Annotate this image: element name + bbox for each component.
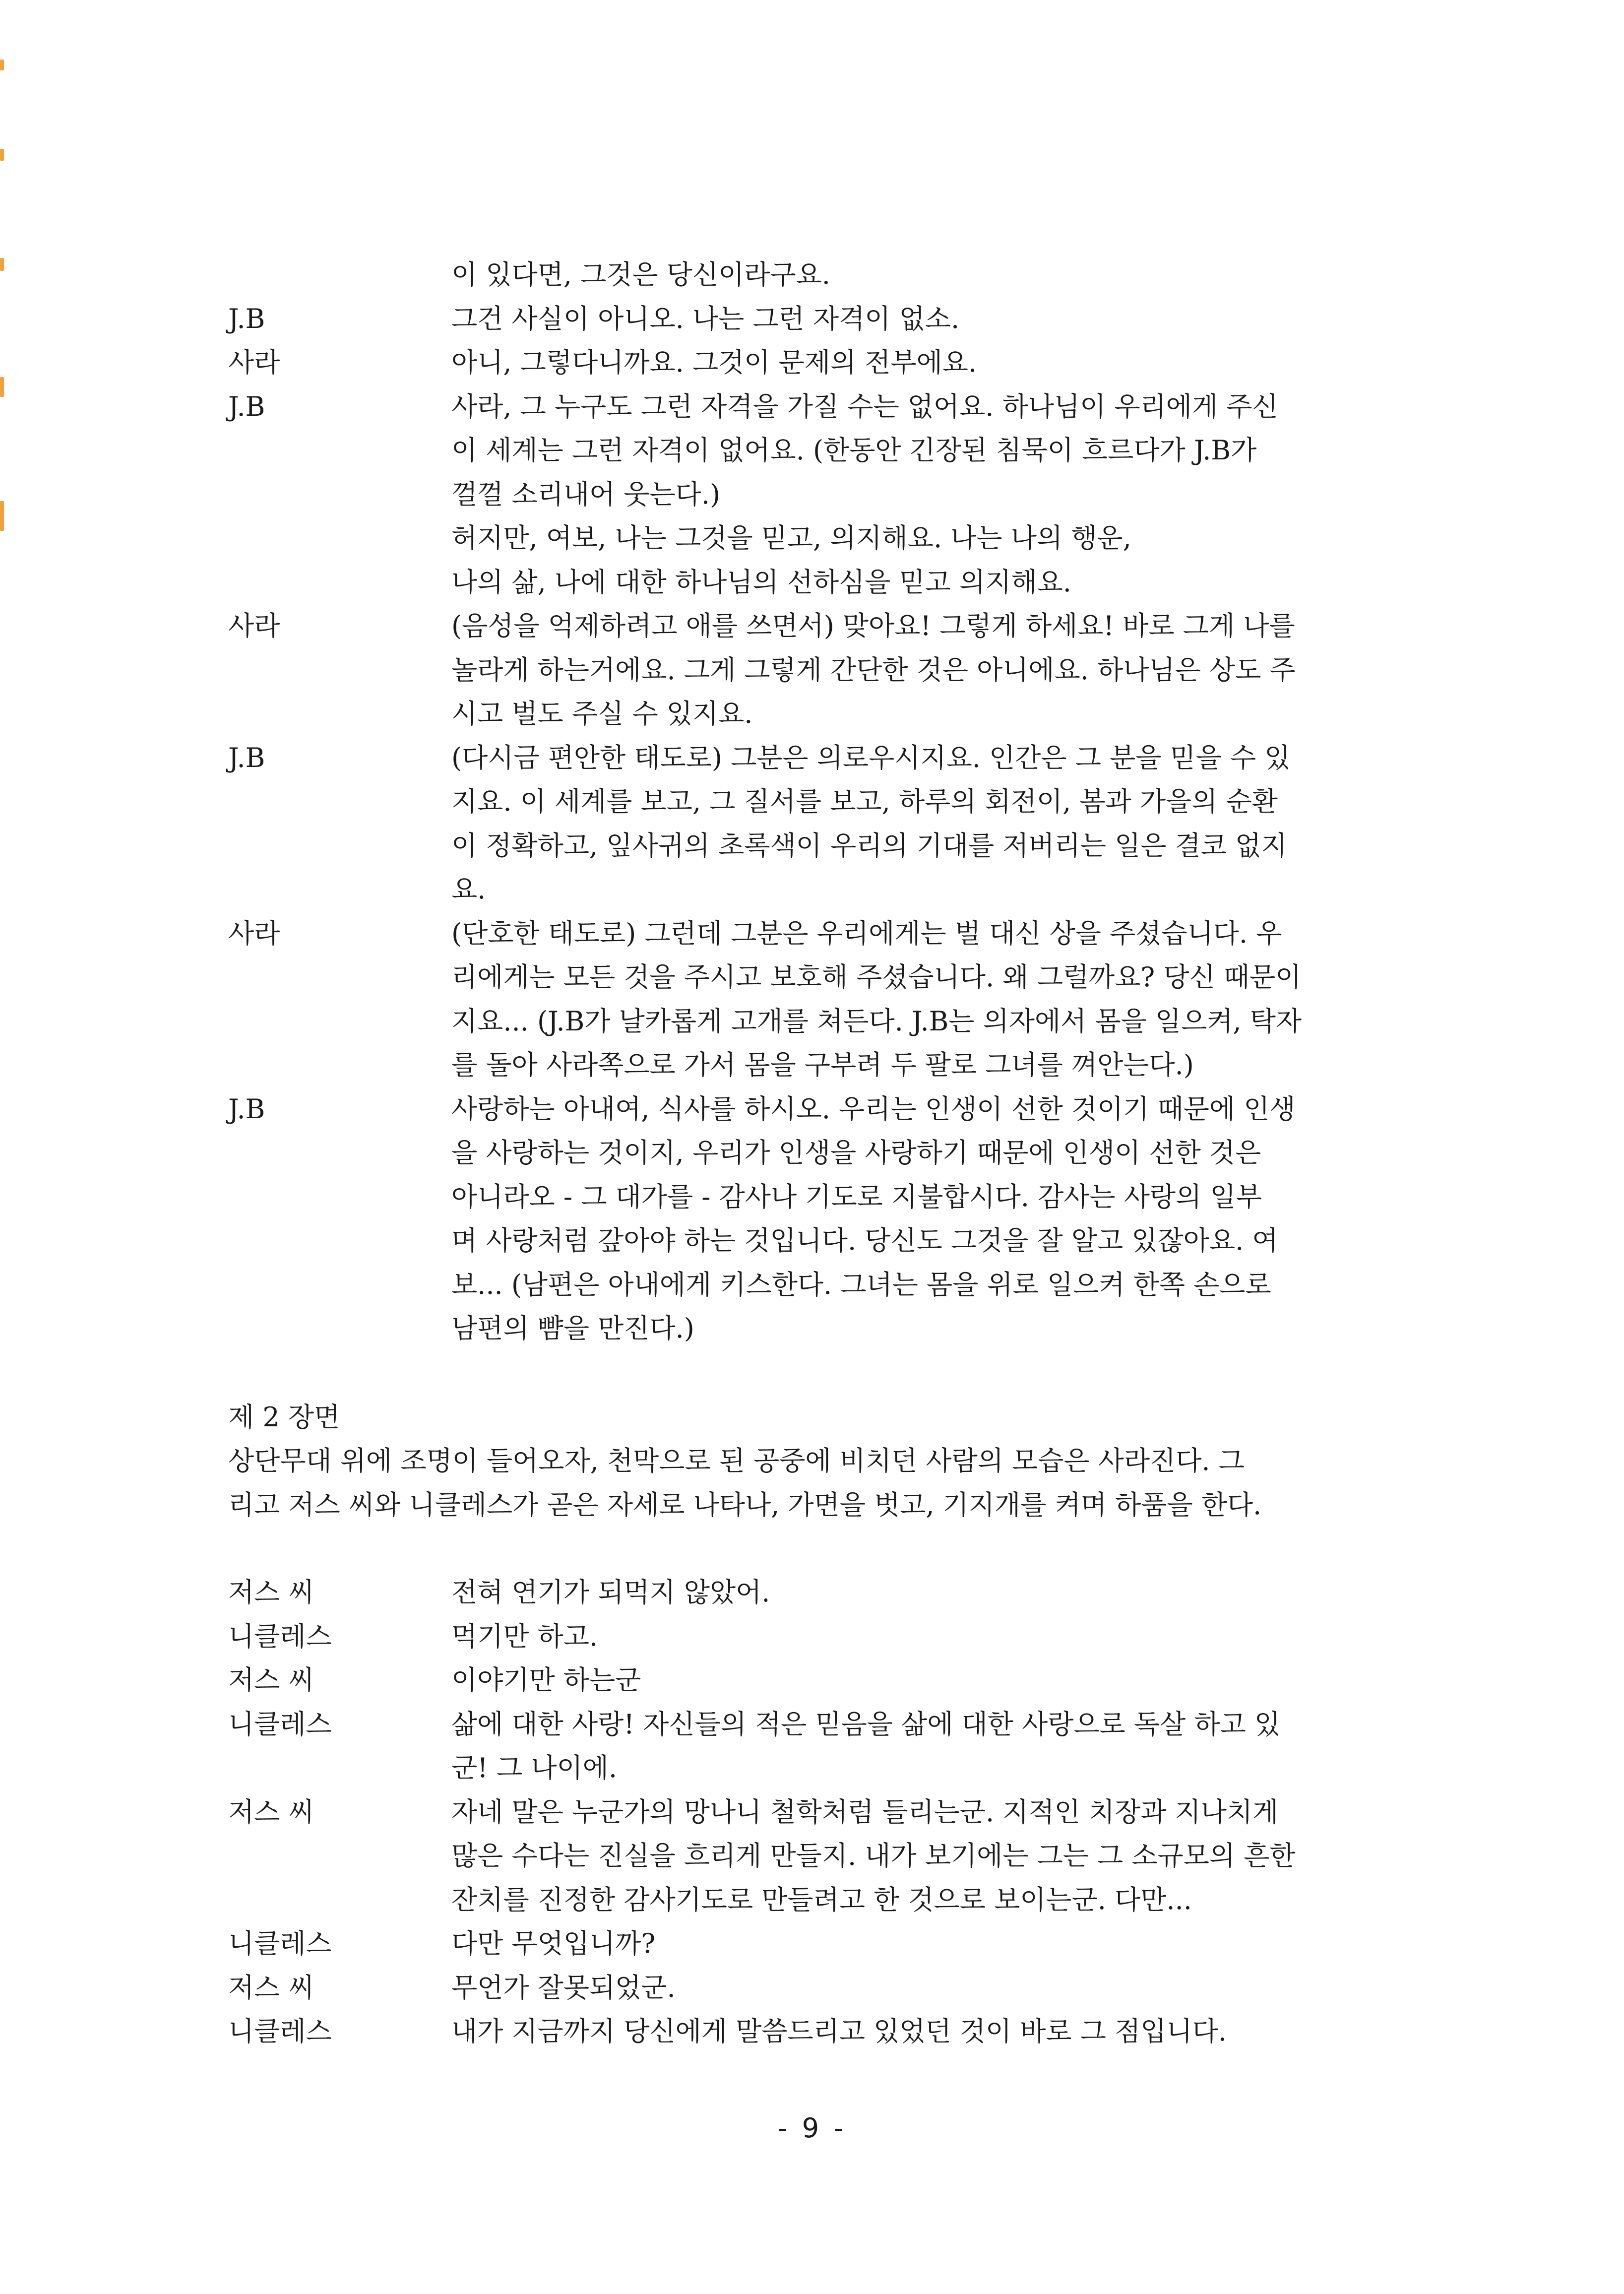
speech-line: 다만 무엇입니까?: [451, 1928, 656, 1959]
dialogue-row: [228, 912, 1409, 1087]
speech-line: 내가 지금까지 당신에게 말씀드리고 있었던 것이 바로 그 점입니다.: [451, 2016, 1227, 2047]
speech-line: 허지만, 여보, 나는 그것을 믿고, 의지해요. 나는 나의 행운,: [451, 522, 1131, 554]
speech-text: [451, 1087, 1409, 1351]
scene-block: [228, 1396, 1409, 1528]
dialogue-row: [228, 385, 1409, 605]
speech-line: 무언가 잘못되었군.: [451, 1972, 676, 2003]
speaker-name: 사라: [228, 917, 280, 949]
speech-text: [451, 1571, 1409, 1615]
speaker-name: 저스 씨: [228, 1796, 314, 1828]
speaker-name: 저스 씨: [228, 1972, 314, 2003]
scene-description-line: 상단무대 위에 조명이 들어오자, 천막으로 된 공중에 비치던 사람의 모습은 사라진다. 그: [228, 1445, 1245, 1476]
speaker-name: 사라: [228, 347, 280, 378]
scene-heading: 제 2 장면: [228, 1401, 340, 1433]
speech-line: 이야기만 하는군: [451, 1664, 641, 1696]
scene-description: [228, 1439, 1409, 1527]
speech-line: 아니, 그렇다니까요. 그것이 문제의 전부에요.: [451, 347, 977, 378]
speaker-name: 저스 씨: [228, 1577, 314, 1608]
speech-text: [451, 604, 1409, 736]
dialogue-row: [228, 736, 1409, 912]
edge-mark: [0, 258, 4, 271]
speech-line: 자네 말은 누군가의 망나니 철학처럼 들리는군. 지적인 치장과 지나치게: [451, 1796, 1279, 1828]
dialogue-row: [228, 1571, 1409, 1615]
speech-line: 그건 사실이 아니오. 나는 그런 자격이 없소.: [451, 303, 960, 334]
speech-line: 사랑하는 아내여, 식사를 하시오. 우리는 인생이 선한 것이기 때문에 인생: [451, 1093, 1296, 1125]
speech-line: 이 정확하고, 잎사귀의 초록색이 우리의 기대를 저버리는 일은 결코 없지: [451, 829, 1287, 861]
speech-line: 을 사랑하는 것이지, 우리가 인생을 사랑하기 때문에 인생이 선한 것은: [451, 1137, 1261, 1168]
dialogue-row: [228, 1790, 1409, 1922]
speech-line: 리에게는 모든 것을 주시고 보호해 주셨습니다. 왜 그럴까요? 당신 때문이: [451, 961, 1302, 993]
speaker-name: J.B: [228, 390, 265, 422]
dialogue-row: [228, 1703, 1409, 1790]
dialogue-row: [228, 1087, 1409, 1351]
speech-text: [451, 1658, 1409, 1703]
speech-text: [451, 297, 1409, 341]
speech-line: 전혀 연기가 되먹지 않았어.: [451, 1577, 770, 1608]
dialogue-row: [228, 253, 1409, 297]
dialogue-row: [228, 1922, 1409, 1966]
speech-line: 요.: [451, 874, 486, 905]
speaker-name: 니클레스: [228, 1928, 332, 1959]
speaker-name: 니클레스: [228, 1708, 332, 1740]
dialogue-row: [228, 1966, 1409, 2010]
dialogue-row: [228, 341, 1409, 385]
dialogue-section-1: [228, 253, 1409, 1351]
speech-text: [451, 385, 1409, 605]
speech-text: [451, 1703, 1409, 1790]
speaker-name: 사라: [228, 610, 280, 641]
speech-line: 삶에 대한 사랑! 자신들의 적은 믿음을 삶에 대한 사랑으로 독살 하고 있: [451, 1708, 1281, 1740]
speech-line: 놀라게 하는거에요. 그게 그렇게 간단한 것은 아니에요. 하나님은 상도 주: [451, 654, 1296, 686]
speech-text: [451, 1615, 1409, 1659]
dialogue-row: [228, 1615, 1409, 1659]
speech-line: (단호한 태도로) 그런데 그분은 우리에게는 벌 대신 상을 주셨습니다. 우: [451, 917, 1282, 949]
speaker-name: 니클레스: [228, 1620, 332, 1652]
speech-line: 지요... (J.B가 날카롭게 고개를 쳐든다. J.B는 의자에서 몸을 일으켜, 탁자: [451, 1005, 1302, 1037]
speaker-name: J.B: [228, 1093, 265, 1125]
dialogue-row: [228, 297, 1409, 341]
edge-mark: [0, 149, 4, 161]
edge-mark: [0, 60, 4, 70]
speech-line: 먹기만 하고.: [451, 1620, 598, 1652]
edge-mark: [0, 377, 4, 397]
speech-line: (음성을 억제하려고 애를 쓰면서) 맞아요! 그렇게 하세요! 바로 그게 나를: [451, 610, 1295, 641]
speech-text: [451, 1790, 1409, 1922]
page-number: - 9 -: [778, 2112, 846, 2144]
speech-line: 이 있다면, 그것은 당신이라구요.: [451, 259, 830, 290]
speech-line: 잔치를 진정한 감사기도로 만들려고 한 것으로 보이는군. 다만...: [451, 1884, 1192, 1915]
speech-text: [451, 253, 1409, 297]
dialogue-row: [228, 2010, 1409, 2054]
speech-line: 시고 벌도 주실 수 있지요.: [451, 698, 753, 729]
speech-line: 군! 그 나이에.: [451, 1752, 618, 1784]
speech-text: [451, 912, 1409, 1087]
speech-line: 많은 수다는 진실을 흐리게 만들지. 내가 보기에는 그는 그 소규모의 흔한: [451, 1840, 1296, 1871]
speaker-name: J.B: [228, 742, 265, 773]
script-body: [228, 253, 1409, 2054]
speech-text: [451, 1966, 1409, 2010]
edge-mark: [0, 501, 4, 531]
speech-line: (다시금 편안한 태도로) 그분은 의로우시지요. 인간은 그 분을 믿을 수 있: [451, 742, 1291, 773]
speaker-name: J.B: [228, 303, 265, 334]
speech-line: 나의 삶, 나에 대한 하나님의 선하심을 믿고 의지해요.: [451, 566, 1071, 598]
speaker-name: 저스 씨: [228, 1664, 314, 1696]
dialogue-section-2: [228, 1571, 1409, 2054]
dialogue-row: [228, 1658, 1409, 1703]
speech-text: [451, 736, 1409, 912]
scene-description-line: 리고 저스 씨와 니클레스가 곧은 자세로 나타나, 가면을 벗고, 기지개를 켜며 하품을 한다.: [228, 1489, 1262, 1521]
speech-line: 보... (남편은 아내에게 키스한다. 그녀는 몸을 위로 일으켜 한쪽 손으로: [451, 1269, 1271, 1300]
spacer: [228, 1527, 1409, 1571]
speech-line: 며 사랑처럼 갚아야 하는 것입니다. 당신도 그것을 잘 알고 있잖아요. 여: [451, 1225, 1278, 1256]
dialogue-row: [228, 604, 1409, 736]
speaker-name: 니클레스: [228, 2016, 332, 2047]
speech-line: 사라, 그 누구도 그런 자격을 가질 수는 없어요. 하나님이 우리에게 주신: [451, 390, 1278, 422]
speech-text: [451, 1922, 1409, 1966]
speech-line: 남편의 뺨을 만진다.): [451, 1313, 694, 1344]
speech-line: 이 세계는 그런 자격이 없어요. (한동안 긴장된 침묵이 흐르다가 J.B가: [451, 435, 1257, 466]
speech-line: 를 돌아 사라쪽으로 가서 몸을 구부려 두 팔로 그녀를 껴안는다.): [451, 1049, 1194, 1081]
speech-text: [451, 2010, 1409, 2054]
speech-text: [451, 341, 1409, 385]
speech-line: 지요. 이 세계를 보고, 그 질서를 보고, 하루의 회전이, 봄과 가을의 순환: [451, 786, 1278, 817]
speech-line: 껄껄 소리내어 웃는다.): [451, 478, 721, 510]
speech-line: 아니라오 - 그 대가를 - 감사나 기도로 지불합시다. 감사는 사랑의 일부: [451, 1181, 1262, 1212]
